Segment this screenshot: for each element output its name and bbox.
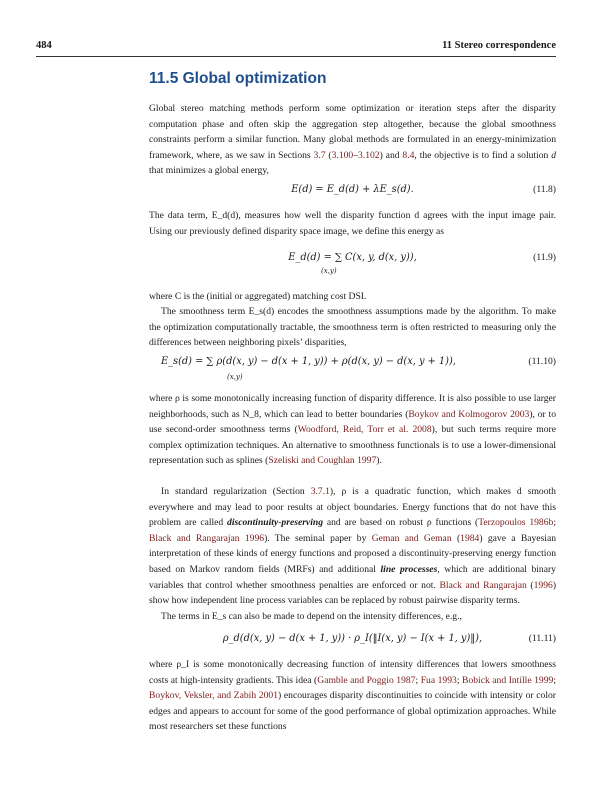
citation-link[interactable]: Geman and Geman bbox=[371, 532, 452, 544]
text-span: ), but such terms require more complex optimization techniques. An alternative to smoothness functionals is to use a lower-dimensional representation such as splines ( bbox=[149, 424, 556, 467]
text-span: ( bbox=[526, 579, 534, 591]
citation-link[interactable]: Terzopoulos 1986b bbox=[478, 517, 554, 529]
text-span: ; bbox=[553, 674, 556, 686]
section-link[interactable]: 8.4 bbox=[402, 149, 415, 161]
text-span: where ρ is some monotonically increasing function of disparity difference. It is also possible to use larger neighborhoods, such as N_8, which can lead to better boundaries ( bbox=[149, 393, 556, 420]
paragraph-intro bbox=[149, 101, 556, 179]
text-span: ) encourages disparity discontinuities to coincide with intensity or color edges and appears to account for some of the good performance of global optimization approaches. While most researchers set these functions bbox=[149, 690, 556, 733]
text-span: ; bbox=[415, 674, 421, 686]
key-term: discontinuity-preserving bbox=[227, 517, 323, 529]
text-span: ) gave a Bayesian interpretation of these kinds of energy functions and proposed a discontinuity-preserving energy function based on Markov random fields (MRFs) and additional bbox=[149, 532, 557, 575]
text-span: In standard regularization (Section bbox=[161, 486, 311, 497]
equation-link[interactable]: 3.102 bbox=[358, 149, 380, 161]
citation-link[interactable]: Gamble and Poggio 1987 bbox=[317, 674, 416, 686]
text-span: ), or to use second-order smoothness terms ( bbox=[149, 408, 556, 436]
equation-formula: E(d) = E_d(d) + λE_s(d). bbox=[291, 184, 414, 195]
equation-number: (11.10) bbox=[528, 356, 556, 367]
citation-link[interactable]: Black and Rangarajan bbox=[439, 579, 527, 591]
text-span: ). The seminal paper by bbox=[264, 532, 372, 544]
text-span: where ρ_I is some monotonically decreasing function of intensity differences that lowers smoothness costs at high-intensity gradients. This idea ( bbox=[149, 659, 556, 686]
text-span: ) and bbox=[379, 149, 403, 161]
paragraph-decreasing bbox=[149, 657, 556, 735]
chapter-title: 11 Stereo correspondence bbox=[442, 40, 556, 51]
math-var: d bbox=[551, 149, 557, 161]
paragraph-smoothness bbox=[149, 304, 556, 351]
paragraph-data-term bbox=[149, 208, 556, 239]
paragraph-intensity bbox=[149, 609, 556, 625]
header-rule bbox=[36, 56, 556, 57]
sum-subscript: (x,y) bbox=[321, 267, 337, 275]
equation-formula: E_d(d) = ∑ C(x, y, d(x, y)), bbox=[288, 252, 417, 263]
equation-formula: E_s(d) = ∑ ρ(d(x, y) − d(x + 1, y)) + ρ(d(x, y) − d(x, y + 1)), bbox=[161, 356, 456, 367]
section-heading: 11.5 Global optimization bbox=[149, 70, 327, 87]
paragraph-regularization bbox=[149, 484, 556, 609]
paragraph-rho bbox=[149, 391, 556, 469]
citation-link[interactable]: Fua 1993 bbox=[420, 674, 457, 686]
text-span: , the objective is to find a solution bbox=[414, 149, 552, 161]
paragraph-text: The smoothness term E_s(d) encodes the smoothness assumptions made by the algorithm. To make the optimization computationally tractable, the smoothness term is often restricted to measuring only the differences between neighboring pixels’ disparities, bbox=[149, 306, 556, 349]
paragraph-text: where C is the (initial or aggregated) matching cost DSI. bbox=[149, 291, 367, 302]
equation-formula: ρ_d(d(x, y) − d(x + 1, y)) · ρ_I(‖I(x, y) − I(x + 1, y)‖), bbox=[222, 633, 483, 644]
equation-link[interactable]: 3.100 bbox=[331, 149, 354, 161]
paragraph-text: The data term, E_d(d), measures how well the disparity function d agrees with the input image pair. Using our previously defined disparity space image, we define this energy as bbox=[149, 210, 556, 237]
citation-link[interactable]: Szeliski and Coughlan 1997 bbox=[268, 455, 377, 467]
citation-link[interactable]: Boykov, Veksler, and Zabih 2001 bbox=[149, 690, 279, 702]
text-span: ) show how independent line process variables can be replaced by robust pairwise disparity terms. bbox=[149, 579, 557, 607]
text-span: ( bbox=[325, 149, 332, 161]
citation-link[interactable]: 1984 bbox=[460, 532, 480, 544]
sum-subscript: (x,y) bbox=[227, 373, 243, 381]
text-span: ; bbox=[456, 674, 463, 686]
citation-link[interactable]: Black and Rangarajan 1996 bbox=[149, 532, 265, 544]
text-span: ( bbox=[451, 532, 461, 544]
section-link[interactable]: 3.7.1 bbox=[310, 486, 330, 497]
citation-link[interactable]: Bobick and Intille 1999 bbox=[462, 674, 554, 686]
text-span: – bbox=[353, 149, 359, 161]
text-span: ). bbox=[376, 455, 382, 467]
text-span: ; bbox=[553, 517, 556, 529]
page-number: 484 bbox=[36, 40, 52, 51]
key-term: line processes bbox=[380, 563, 438, 575]
paragraph-text: The terms in E_s can also be made to depend on the intensity differences, e.g., bbox=[161, 611, 462, 622]
paragraph-cost bbox=[149, 289, 556, 305]
citation-link[interactable]: Woodford, Reid, Torr et al. 2008 bbox=[297, 424, 432, 436]
text-span: Global stereo matching methods perform some optimization or iteration steps after the disparity computation phase and often skip the aggregation step altogether, because the global smoothness constraints perform a similar function. Many global methods are formulated in an energy-minimization framework, where, as we saw in Sections bbox=[149, 103, 556, 161]
equation-number: (11.8) bbox=[533, 184, 556, 195]
equation-number: (11.11) bbox=[528, 633, 556, 644]
text-span: , which are additional binary variables that control whether smoothness penalties are enforced or not. bbox=[149, 563, 556, 591]
section-link[interactable]: 3.7 bbox=[313, 149, 326, 161]
citation-link[interactable]: 1996 bbox=[533, 579, 553, 591]
text-span: ), ρ is a quadratic function, which makes d smooth everywhere and may lead to poor results at object boundaries. Energy functions that do not have this problem are called bbox=[149, 486, 556, 529]
equation-number: (11.9) bbox=[533, 252, 556, 263]
text-span: that minimizes a global energy, bbox=[149, 165, 269, 177]
citation-link[interactable]: Boykov and Kolmogorov 2003 bbox=[408, 408, 530, 420]
text-span: and are based on robust ρ functions ( bbox=[323, 517, 479, 529]
